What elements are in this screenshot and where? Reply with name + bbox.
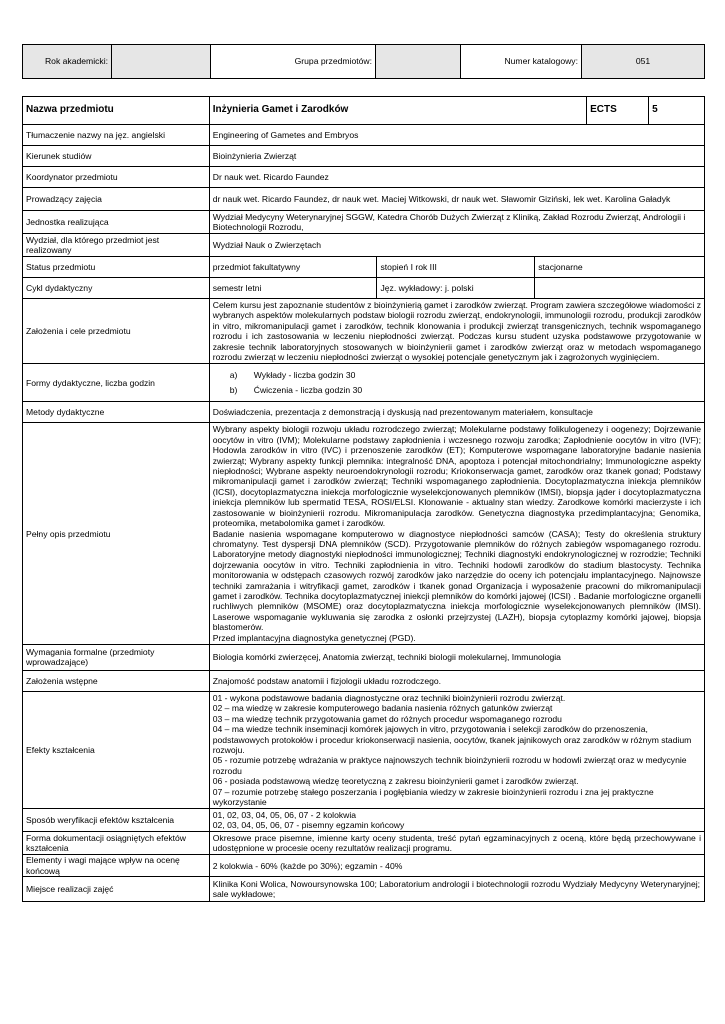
effect-item: 07 – rozumie potrzebę stałego poszerzania i pogłębiania wiedzy w zakresie bioinżynierii rozrodu i zna jej praktyczne wykorzystanie	[212, 786, 654, 808]
ects-label: ECTS	[587, 97, 649, 125]
effect-item: 03 – ma wiedzę technik przygotowania gamet do różnych procedur wspomaganego rozrodu	[212, 713, 562, 724]
faculty-row	[23, 234, 705, 257]
location-row	[23, 877, 705, 902]
effects-list	[209, 691, 704, 808]
unit-value: Wydział Medycyny Weterynaryjnej SGGW, Katedra Chorób Dużych Zwierząt z Kliniką, Zakład Rozrodu Zwierząt, Andrologii i Biotechnologii Rozrodu,	[209, 211, 704, 234]
forms-value	[209, 364, 704, 402]
forms-label: Formy dydaktyczne, liczba godzin	[23, 364, 210, 402]
full-description-value	[209, 423, 704, 645]
effect-item: 02 – ma wiedzę w zakresie komputerowego badania nasienia różnych gatunków zwierząt	[212, 703, 553, 714]
status-value: przedmiot fakultatywny	[209, 257, 377, 278]
faculty-label: Wydział, dla którego przedmiot jest realizowany	[23, 234, 210, 257]
goals-row	[23, 299, 705, 364]
catalog-number-value: 051	[582, 45, 705, 79]
methods-label: Metody dydaktyczne	[23, 402, 210, 423]
cycle-row	[23, 278, 705, 299]
field-label: Kierunek studiów	[23, 146, 210, 167]
requirements-value: Biologia komórki zwierzęcej, Anatomia zwierząt, techniki biologii molekularnej, Immunologia	[209, 644, 704, 670]
forms-lectures-text: Wykłady - liczba godzin 30	[253, 370, 356, 381]
translation-value: Engineering of Gametes and Embryos	[209, 125, 704, 146]
unit-label: Jednostka realizująca	[23, 211, 210, 234]
effect-item: 05 - rozumie potrzebę wdrażania w praktyce najnowszych technik bioinżynierii rozrodu w hodowli zwierząt oraz w medycynie rozrodu	[212, 755, 687, 776]
faculty-value: Wydział Nauk o Zwierzętach	[209, 234, 704, 257]
verification-row	[23, 809, 705, 832]
translation-label: Tłumaczenie nazwy na jęz. angielski	[23, 125, 210, 146]
full-description-part-2: Badanie nasienia wspomagane komputerowo w diagnostyce niepłodności samców (CASA); Testy do określenia struktury chromatyny. Test dyspersji DNA plemników (SCD). Przygotowanie plemników do różnych zabiegów wspomaganego rozrodu. Laboratoryjne metody diagnostyki niepłodności immunologicznej; Techniki diagnostyki endokrynologicznej w rozrodzie; Techniki dojrzewania oocytów in vitro. Techniki zapłodnienia in vitro. Techniki hodowli zarodków do stadium blastocysty. Technika monitorowania w odstępach czasowych rozwój zarodków jako narzędzie do oceny ich potencjału implantacyjnego. Najnowsze techniki zamrażania i witryfikacji gamet, zarodków i tkanek gonad Organizacja i wyposażenie pracowni do mikromanipulacji gamet i zarodków. Technika docytoplazmatycznej iniekcji plemników do komórki jajowej (ICSI) . Badanie morfologiczne organelli ruchliwych plemników (MSOME) oraz docytoplazmatyczna iniekcja morfologicznie wyselekcjonowanych plemników (IMSI). Laserowe wspomaganie wykluwania się zarodka z osłonki przejrzystej (LAZH), biopsja cytoplazmy komórki jajowej, biopsja blastomerów.	[212, 528, 701, 633]
prerequisites-value: Znajomość podstaw anatomii i fizjologii układu rozrodczego.	[209, 670, 704, 691]
coordinator-row	[23, 167, 705, 188]
syllabus-table	[22, 96, 705, 902]
ects-value: 5	[649, 97, 705, 125]
weights-value: 2 kolokwia - 60% (każde po 30%); egzamin - 40%	[209, 855, 704, 877]
translation-row	[23, 125, 705, 146]
catalog-number-label: Numer katalogowy:	[461, 45, 582, 79]
coordinator-value: Dr nauk wet. Ricardo Faundez	[209, 167, 704, 188]
prerequisites-label: Założenia wstępne	[23, 670, 210, 691]
full-description-label: Pełny opis przedmiotu	[23, 423, 210, 645]
verification-label: Sposób weryfikacji efektów kształcenia	[23, 809, 210, 832]
requirements-label: Wymagania formalne (przedmioty wprowadzające)	[23, 644, 210, 670]
requirements-row	[23, 644, 705, 670]
cycle-value: semestr letni	[209, 278, 377, 299]
verification-line-1: 01, 02, 03, 04, 05, 06, 07 - 2 kolokwia	[212, 810, 357, 821]
subject-name-label: Nazwa przedmiotu	[23, 97, 210, 125]
status-row	[23, 257, 705, 278]
subject-group-value	[376, 45, 461, 79]
effects-label: Efekty kształcenia	[23, 691, 210, 808]
location-label: Miejsce realizacji zajęć	[23, 877, 210, 902]
location-value: Klinika Koni Wolica, Nowoursynowska 100; Laboratorium andrologii i biotechnologii rozrodu Wydziały Medycyny Weterynaryjnej; sale wykładowe;	[209, 877, 704, 902]
cycle-label: Cykl dydaktyczny	[23, 278, 210, 299]
academic-year-value	[112, 45, 211, 79]
verification-value	[209, 809, 704, 832]
instructors-row	[23, 188, 705, 211]
documentation-row	[23, 832, 705, 855]
effect-item: 04 – ma wiedze technik inseminacji komórek jajowych in vitro, przygotowania i selekcji zarodków do przenoszenia, podstawowych protokołów i procedur kriokonserwacji nasienia, oocytów, tkanek jajnikowych oraz zarodków w różnym stadium rozwoju.	[212, 724, 692, 755]
study-mode-value: stacjonarne	[535, 257, 705, 278]
full-description-part-1: Wybrany aspekty biologii rozwoju układu rozrodczego zwierząt; Molekularne podstawy folikulogenezy i oogenezy; Dojrzewanie oocytów in vitro (IVM); Molekularne podstawy zapłodnienia i wczesnego rozwoju zarodka; Zapłodnienie oocytów in vitro (IVF); Hodowla zarodków in vitro (IVC) i przenoszenie zarodków (ET); Komputerowe wspomagane laboratoryjne badanie nasienia zwierząt; Wybrany aspekty funkcji plemnika: integralność DNA, apoptoza i potencjał mitochondrialny; Immunologiczne aspekty niepłodności; Wybrane aspekty neuroendokrynologii rozrodu; Kriokonserwacja gamet, zarodków oraz tkanek gonad; Podstawy mikromanipulacji gamet i zarodków zwierząt; Techniki wspomaganego zapłodnienia. Docytoplazmatyczna iniekcja plemników (ICSI), docytoplazmatyczna iniekcja morfologicznie wyselekcjonowanych plemników (IMSI), biopsja jąder i docytoplazmatyczna iniekcja plemników lub spermatid TESA, ROSI/ELSI. Klonowanie - aktualny stan wiedzy. Zarodkowe komórki macierzyste i ich zastosowanie w bioinżynierii rozrodu. Mikromanipulacja zarodków. Genetyczna diagnostyka przedimplantacyjna; Genomika, proteomika, metabolomika gamet i zarodków.	[212, 424, 701, 529]
academic-year-label: Rok akademicki:	[23, 45, 112, 79]
verification-line-2: 02, 03, 04, 05, 06, 07 - pisemny egzamin końcowy	[212, 820, 405, 831]
degree-value: stopień I rok III	[377, 257, 535, 278]
cycle-empty-cell	[535, 278, 705, 299]
forms-item-exercises	[230, 385, 701, 395]
status-label: Status przedmiotu	[23, 257, 210, 278]
catalog-header-table	[22, 44, 705, 79]
effect-item: 06 - posiada podstawową wiedzę teoretyczną z zakresu bioinżynierii gamet i zarodków zwierząt.	[212, 776, 579, 787]
subject-name-row	[23, 97, 705, 125]
forms-item-lectures	[230, 370, 701, 380]
subject-group-label: Grupa przedmiotów:	[211, 45, 376, 79]
weights-row	[23, 855, 705, 877]
forms-item-a-marker: a)	[229, 370, 238, 381]
forms-row	[23, 364, 705, 402]
field-row	[23, 146, 705, 167]
subject-name-value: Inżynieria Gamet i Zarodków	[209, 97, 586, 125]
unit-row	[23, 211, 705, 234]
language-value: Jęz. wykładowy: j. polski	[377, 278, 535, 299]
full-description-row	[23, 423, 705, 645]
methods-value: Doświadczenia, prezentacja z demonstracją i dyskusją nad prezentowanym materiałem, konsultacje	[209, 402, 704, 423]
forms-item-b-marker: b)	[229, 385, 238, 396]
field-value: Bioinżynieria Zwierząt	[209, 146, 704, 167]
instructors-value: dr nauk wet. Ricardo Faundez, dr nauk wet. Maciej Witkowski, dr nauk wet. Sławomir Giziński, lek wet. Karolina Gaładyk	[209, 188, 704, 211]
full-description-part-3: Przed implantacyjna diagnostyka genetycznej (PGD).	[212, 632, 416, 643]
goals-label: Założenia i cele przedmiotu	[23, 299, 210, 364]
effect-item: 01 - wykona podstawowe badania diagnostyczne oraz techniki bioinżynierii rozrodu zwierząt.	[212, 692, 566, 703]
forms-exercises-text: Ćwiczenia - liczba godzin 30	[253, 385, 363, 396]
instructors-label: Prowadzący zajęcia	[23, 188, 210, 211]
methods-row	[23, 402, 705, 423]
prerequisites-row	[23, 670, 705, 691]
goals-value: Celem kursu jest zapoznanie studentów z bioinżynierią gamet i zarodków zwierząt. Program zawiera szczegółowe wiadomości z wybranych aspektów molekularnych podstaw biologii rozrodu zwierząt, endokrynologii, immunologii rozrodu, produkcji zarodków in vitro, mikromanipulacji gamet i zarodków, technik klonowania i produkcji zwierząt transgenicznych, technik wspomaganego rozrodu i ich zastosowania w leczeniu niepłodności zwierząt. Podczas kursu student uzyska podstawowe przygotowanie w zakresie technik laboratoryjnych stosowanych w bioinżynierii gamet i zarodków zwierząt oraz w metodach wspomaganego rozrodu zwierząt w leczeniu niepłodności zwierząt o wysokiej potencjale genetycznym jak i zagrożonych wyginięciem.	[209, 299, 704, 364]
documentation-value: Okresowe prace pisemne, imienne karty oceny studenta, treść pytań egzaminacyjnych z oceną, które będą przechowywane i udostępnione w procesie oceny rezultatów realizacji programu.	[209, 832, 704, 855]
effects-row	[23, 691, 705, 808]
documentation-label: Forma dokumentacji osiągniętych efektów kształcenia	[23, 832, 210, 855]
coordinator-label: Koordynator przedmiotu	[23, 167, 210, 188]
weights-label: Elementy i wagi mające wpływ na ocenę końcową	[23, 855, 210, 877]
